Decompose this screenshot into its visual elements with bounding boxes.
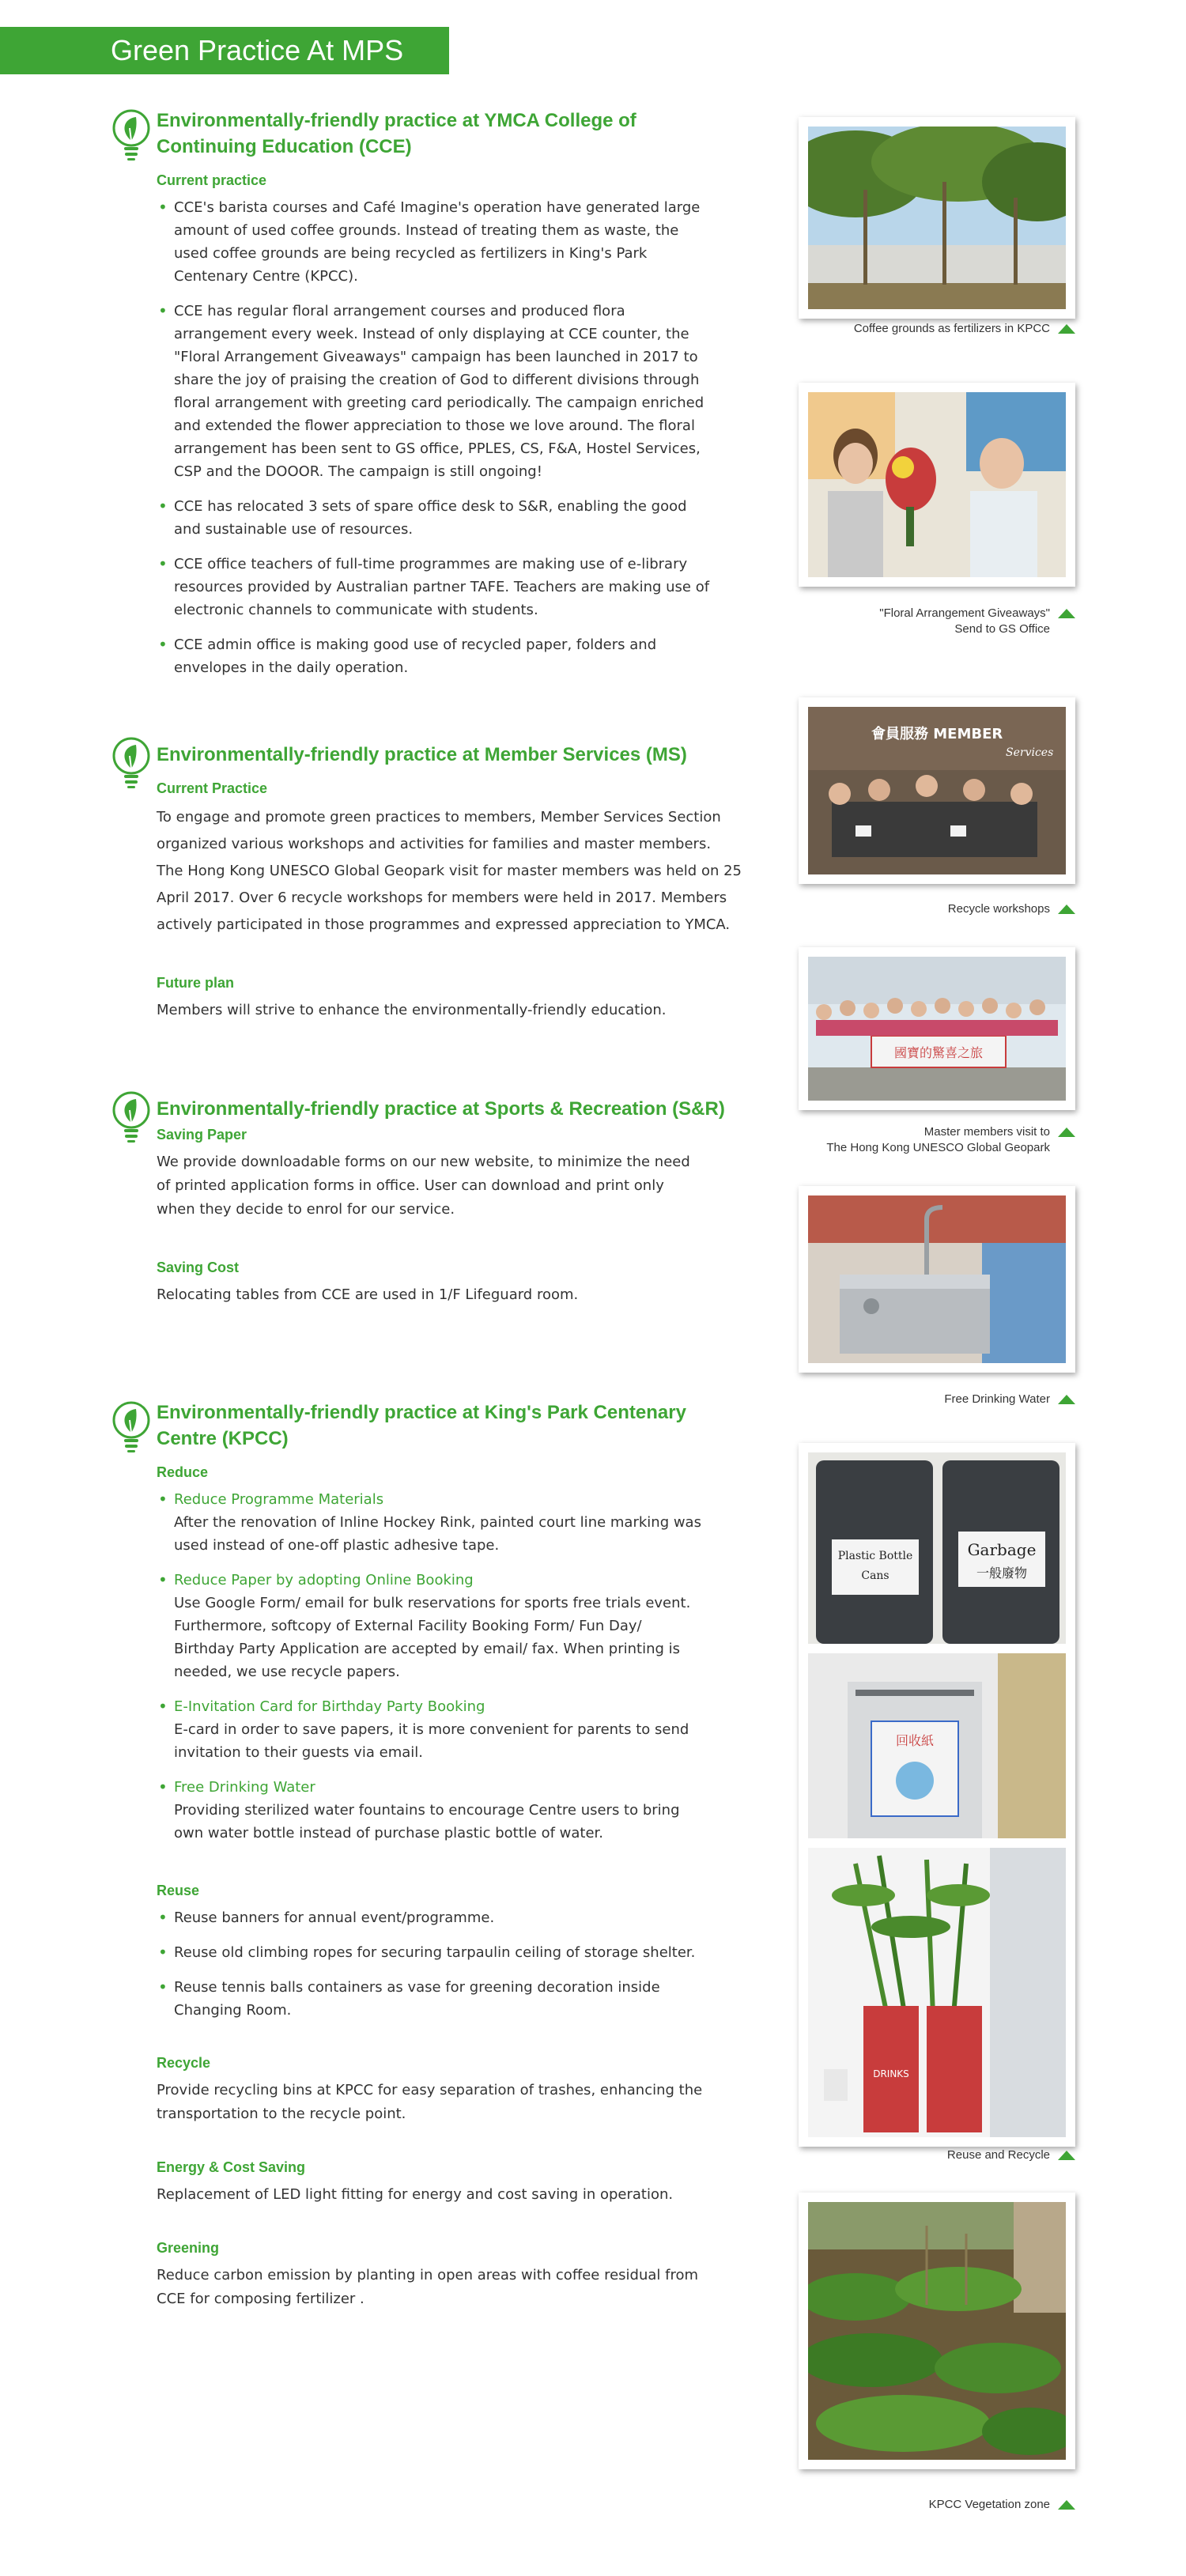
caption-reuse-recycle — [759, 2147, 1075, 2163]
caption-text: The Hong Kong UNESCO Global Geopark — [826, 1141, 1050, 1154]
section-title: Environmentally-friendly practice at Sports & Recreation (S&R) — [157, 1098, 725, 1120]
triangle-up-icon — [1058, 609, 1075, 618]
caption-text: Reuse and Recycle — [946, 2148, 1050, 2162]
subheading-reduce: Reduce — [157, 1464, 209, 1480]
list-item: • Reuse tennis balls containers as vase for greening decoration inside Changing Room. — [157, 1976, 702, 2022]
floral-arrangement-image — [808, 392, 1066, 577]
water-fountain-image — [808, 1195, 1066, 1363]
list-item: • CCE has regular floral arrangement courses and produced flora arrangement every week. Instead of only displaying at CCE counter, the "Floral Arrangement Giveaways" campaign has been launched in 2017 to share the joy of praising the creation of God to different divisions through floral arrangement with greeting card periodically. The campaign enriched and extended the flower appreciation to those we love around. The floral arrangement has been sent to GS office, PPLES, CS, F&A, Hostel Services, CSP and the DOOOR. The campaign is still ongoing! — [157, 300, 710, 483]
list-item: • CCE office teachers of full-time programmes are making use of e-library resources provided by Australian partner TAFE. Teachers are making use of electronic channels to communicate with students. — [157, 553, 710, 621]
section-sr — [111, 1090, 759, 1307]
subheading-greening: Greening — [157, 2240, 220, 2256]
subheading-saving-cost: Saving Cost — [157, 1260, 240, 1275]
saving-paper-text: We provide downloadable forms on our new website, to minimize the need of printed application forms in office. User can download and print only when they decide to enrol for our service. — [157, 1154, 690, 1218]
caption-text: Master members visit to — [923, 1125, 1050, 1139]
list-item: • CCE admin office is making good use of recycled paper, folders and envelopes in the daily operation. — [157, 633, 710, 679]
geopark-group-image — [808, 957, 1066, 1101]
caption-drinking-water — [759, 1392, 1075, 1407]
photo-floral-giveaways — [799, 383, 1075, 587]
item-text: E-card in order to save papers, it is more convenient for parents to send invitation to their guests via email. — [174, 1721, 689, 1761]
subheading-recycle: Recycle — [157, 2055, 211, 2071]
wall-sign-script: Services — [1006, 746, 1054, 759]
bin-label-cans: Cans — [861, 1569, 890, 1582]
photo-reuse-recycle — [799, 1443, 1075, 2147]
caption-geopark — [759, 1124, 1075, 1156]
future-plan-text: Members will strive to enhance the environmentally-friendly education. — [157, 1002, 667, 1018]
can-label: DRINKS — [873, 2068, 909, 2079]
caption-vegetation — [759, 2497, 1075, 2513]
triangle-up-icon — [1058, 2151, 1075, 2160]
item-text: Providing sterilized water fountains to encourage Centre users to bring own water bottle instead of purchase plastic bottle of water. — [174, 1802, 680, 1841]
caption-recycle-workshops — [759, 901, 1075, 917]
subheading-current-practice: Current Practice — [157, 780, 268, 796]
caption-coffee-grounds — [759, 321, 1075, 337]
list-item — [157, 1488, 702, 1557]
ms-paragraph: To engage and promote green practices to members, Member Services Section organized various workshops and activities for families and master members. The Hong Kong UNESCO Global Geopark visit for master members was held on 25 April 2017. Over 6 recycle workshops for members were held in 2017. Members actively participated in those programmes and expressed appreciation to YMCA. — [157, 809, 742, 933]
triangle-up-icon — [1058, 324, 1075, 334]
list-item: • Reuse banners for annual event/programme. — [157, 1906, 702, 1929]
caption-text: Coffee grounds as fertilizers in KPCC — [853, 322, 1050, 335]
photo-recycle-workshops — [799, 697, 1075, 884]
triangle-up-icon — [1058, 1127, 1075, 1137]
bin-label-plastic: Plastic Bottle — [837, 1550, 913, 1562]
item-text: After the renovation of Inline Hockey Rink, painted court line marking was used instead of one-off plastic adhesive tape. — [174, 1514, 701, 1554]
caption-text: Free Drinking Water — [944, 1392, 1050, 1406]
list-item: • CCE's barista courses and Café Imagine's operation have generated large amount of used coffee grounds. Instead of treating them as waste, the used coffee grounds are being recycled as fertilizers in King's Park Centenary Centre (KPCC). — [157, 196, 710, 288]
recycle-text: Provide recycling bins at KPCC for easy separation of trashes, enhancing the transportation to the recycle point. — [157, 2082, 703, 2122]
photo-geopark-visit — [799, 947, 1075, 1110]
section-title: Environmentally-friendly practice at YMCA College of Continuing Education (CCE) — [157, 110, 636, 157]
lightbulb-leaf-icon — [111, 1399, 152, 1453]
list-item — [157, 1695, 702, 1764]
caption-text: Recycle workshops — [947, 902, 1050, 916]
lightbulb-leaf-icon — [111, 108, 152, 161]
group-banner-text: 國寶的驚喜之旅 — [893, 1045, 984, 1060]
page-banner: Green Practice At MPS — [0, 27, 449, 74]
recycle-workshop-image — [808, 707, 1066, 874]
subheading-future-plan: Future plan — [157, 975, 234, 991]
caption-text: "Floral Arrangement Giveaways" — [879, 606, 1050, 620]
list-item: • Reuse old climbing ropes for securing tarpaulin ceiling of storage shelter. — [157, 1941, 702, 1964]
caption-text: KPCC Vegetation zone — [928, 2498, 1050, 2511]
section-kpcc — [111, 1399, 759, 2311]
section-ms — [111, 735, 759, 1022]
list-item: • CCE has relocated 3 sets of spare office desk to S&R, enabling the good and sustainable use of resources. — [157, 495, 710, 541]
section-title: Environmentally-friendly practice at Member Services (MS) — [157, 744, 687, 765]
list-item — [157, 1569, 702, 1683]
section-cce — [111, 108, 759, 691]
section-title: Environmentally-friendly practice at King's Park Centenary Centre (KPCC) — [157, 1402, 686, 1449]
lightbulb-leaf-icon — [111, 1090, 152, 1143]
lightbulb-leaf-icon — [111, 735, 152, 789]
triangle-up-icon — [1058, 1395, 1075, 1404]
subheading-energy-cost-saving: Energy & Cost Saving — [157, 2159, 306, 2175]
vegetation-image — [808, 2202, 1066, 2460]
reuse-recycle-collage — [808, 1452, 1066, 2137]
saving-cost-text: Relocating tables from CCE are used in 1/F Lifeguard room. — [157, 1286, 579, 1303]
energy-text: Replacement of LED light fitting for energy and cost saving in operation. — [157, 2186, 674, 2203]
item-title: • Reduce Paper by adopting Online Booking — [174, 1572, 474, 1588]
wall-sign: 會員服務 MEMBER — [871, 726, 1003, 742]
item-title: • Free Drinking Water — [174, 1779, 315, 1796]
list-item — [157, 1776, 702, 1845]
subheading-reuse: Reuse — [157, 1883, 200, 1898]
item-title: • Reduce Programme Materials — [174, 1491, 384, 1508]
bin-label-garbage: Garbage — [967, 1540, 1037, 1559]
triangle-up-icon — [1058, 2500, 1075, 2510]
item-title: • E-Invitation Card for Birthday Party Booking — [174, 1698, 485, 1715]
greening-text: Reduce carbon emission by planting in open areas with coffee residual from CCE for composing fertilizer . — [157, 2267, 699, 2307]
caption-floral — [759, 606, 1075, 637]
subheading-saving-paper: Saving Paper — [157, 1127, 247, 1143]
photo-vegetation-zone — [799, 2193, 1075, 2469]
subheading-current-practice: Current practice — [157, 172, 267, 188]
item-text: Use Google Form/ email for bulk reservations for sports free trials event. Furthermore, softcopy of External Facility Booking Form/ Fun Day/ Birthday Party Application are accepted by email/ fax. When printing is needed, we use recycle papers. — [174, 1595, 691, 1680]
caption-text: Send to GS Office — [954, 622, 1050, 636]
recycle-box-label: 回收紙 — [895, 1733, 935, 1748]
coffee-grounds-image — [808, 127, 1066, 309]
photo-coffee-grounds — [799, 117, 1075, 319]
triangle-up-icon — [1058, 905, 1075, 914]
photo-drinking-water — [799, 1186, 1075, 1373]
bin-label-garbage-cn: 一般廢物 — [976, 1566, 1028, 1581]
